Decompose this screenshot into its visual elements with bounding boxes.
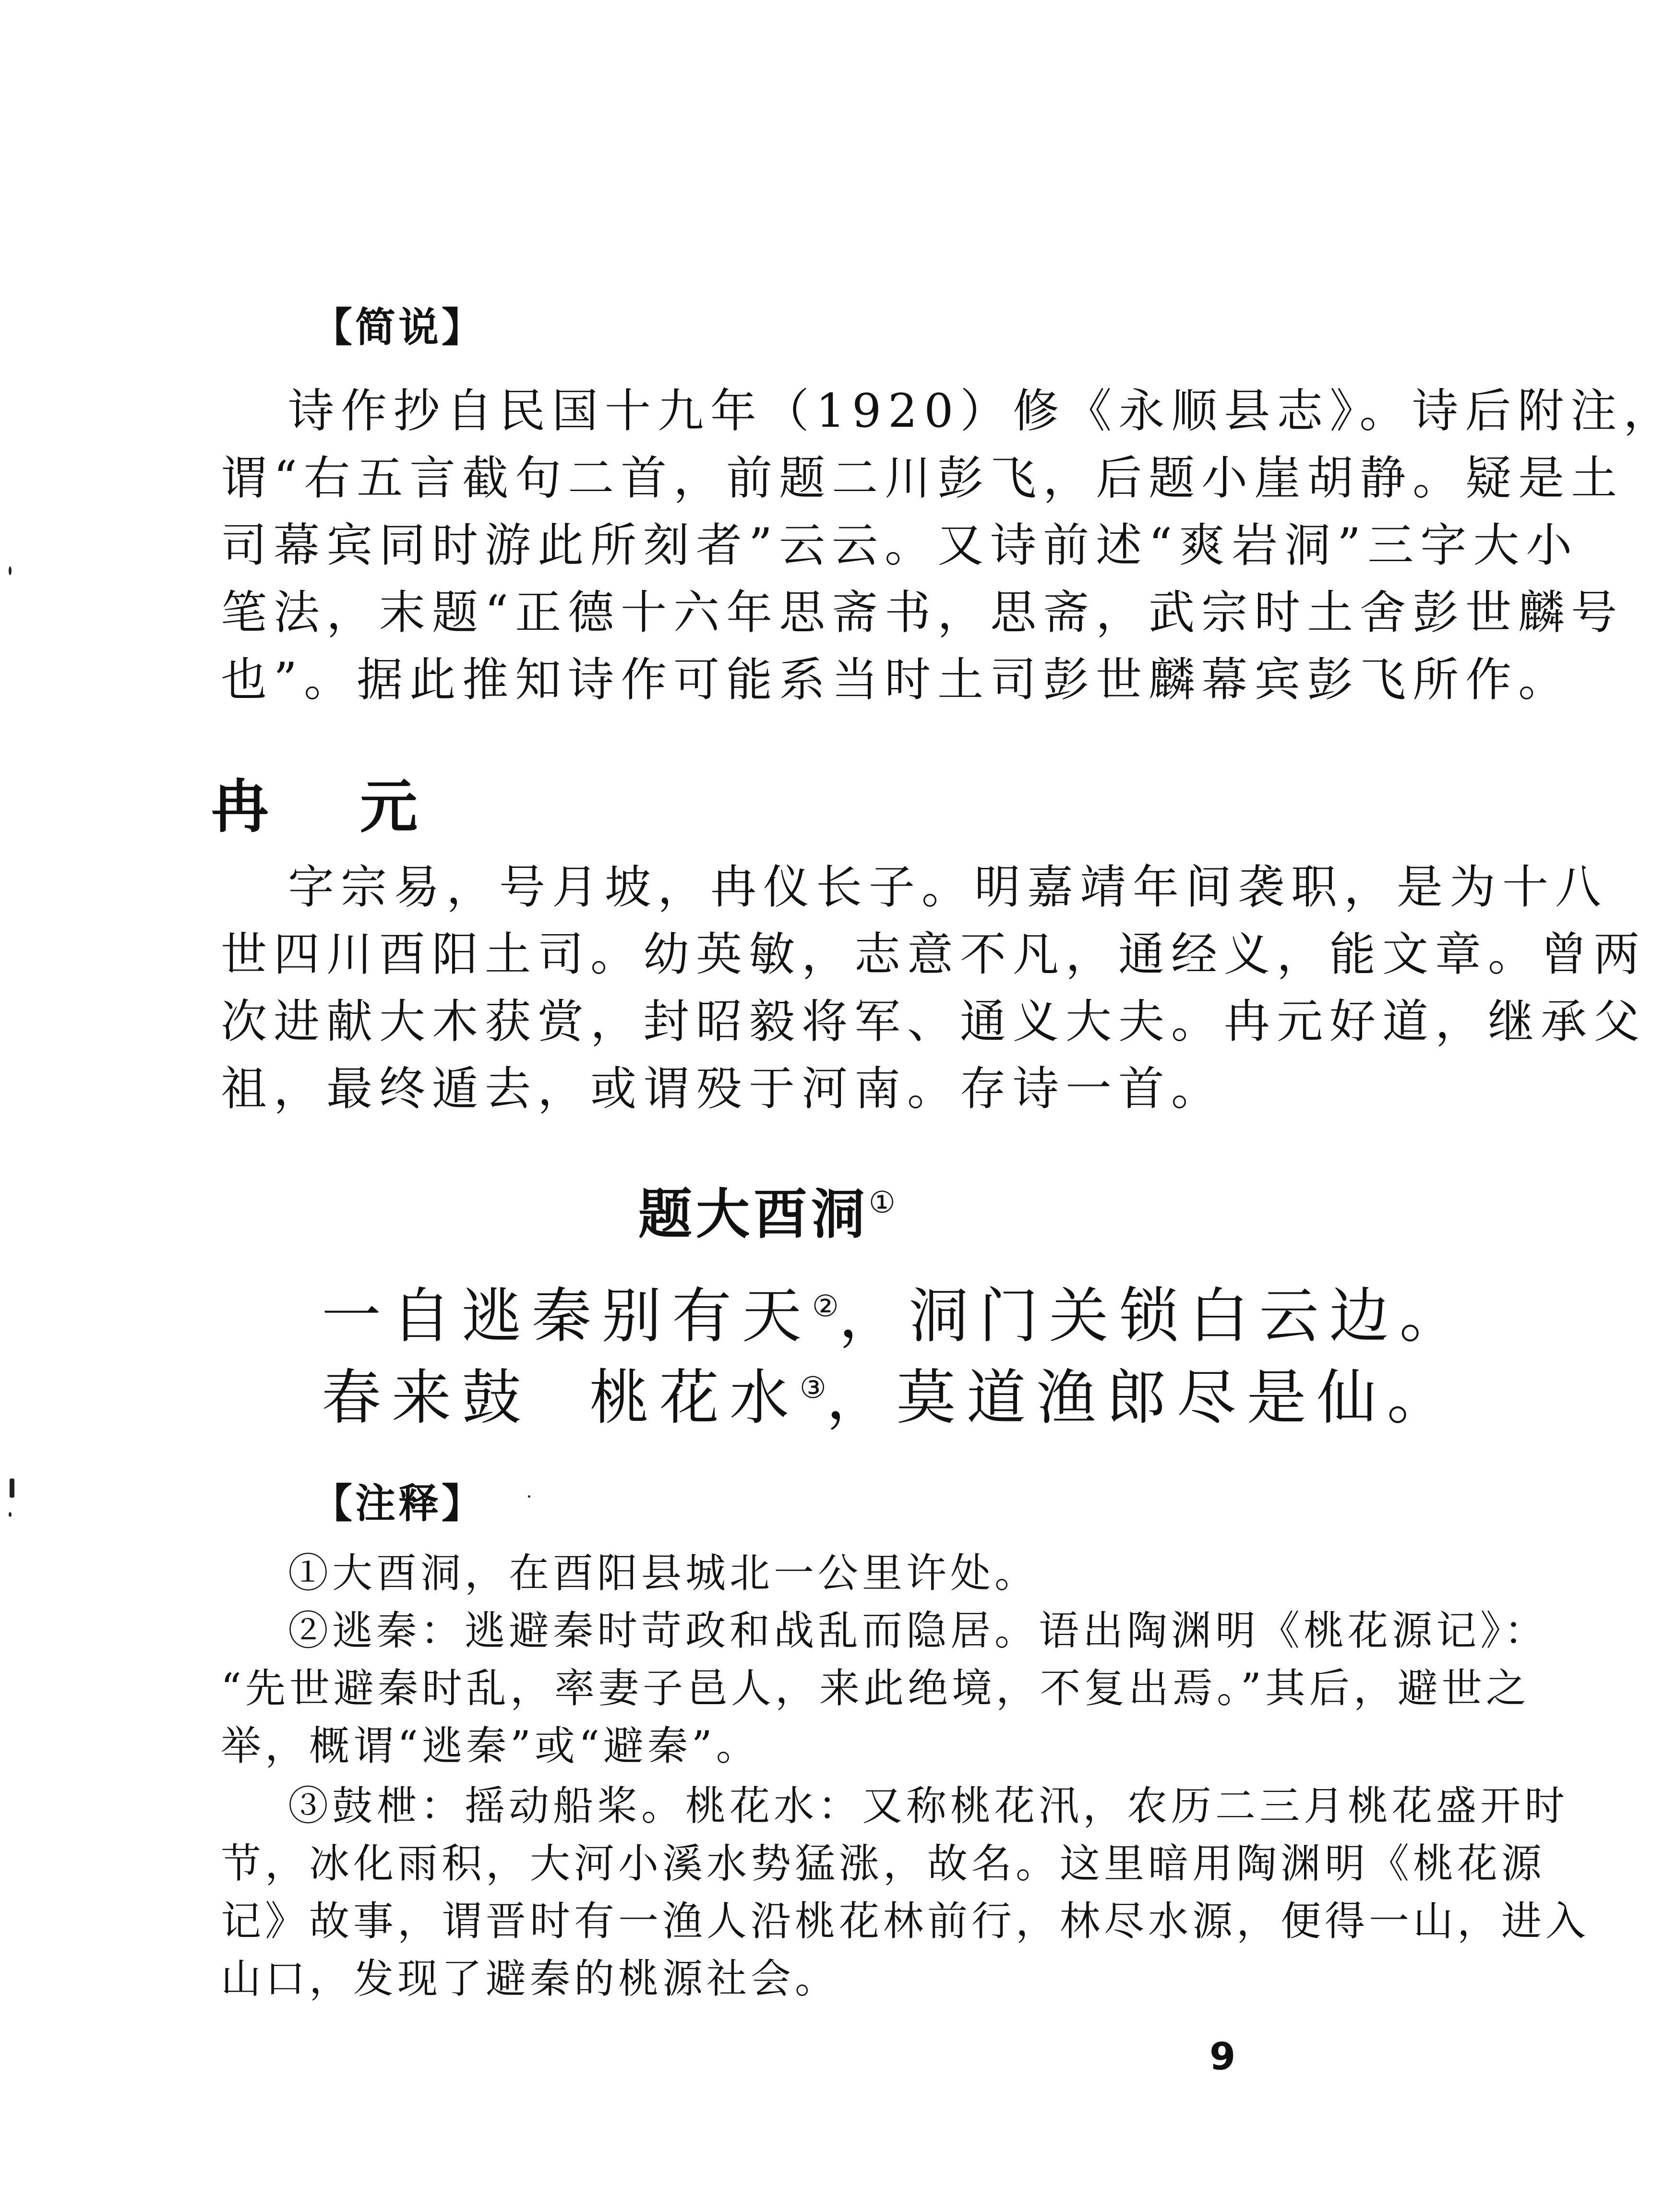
poem-line-1-footnote-mark: ②: [812, 1288, 839, 1323]
note-line-2: ②逃秦：逃避秦时苛政和战乱而隐居。语出陶渊明《桃花源记》：: [288, 1607, 1549, 1654]
note-line-8: 山口，发现了避秦的桃源社会。: [221, 1955, 839, 2002]
note-line-5: ③鼓枻：摇动船桨。桃花水：又称桃花汛，农历二三月桃花盛开时: [288, 1782, 1569, 1829]
notes-heading: 【注释】: [312, 1480, 485, 1527]
bio-line-4: 祖，最终遁去，或谓殁于河南。存诗一首。: [221, 1062, 1224, 1116]
note-line-6: 节，冰化雨积，大河小溪水势猛涨，故名。这里暗用陶渊明《桃花源: [221, 1840, 1546, 1887]
poem-line-2-footnote-mark: ③: [800, 1370, 826, 1405]
scan-speck: [528, 1495, 530, 1498]
note-line-1: ①大酉洞，在酉阳县城北一公里许处。: [288, 1550, 1039, 1597]
poem-title-footnote-mark: ①: [869, 1185, 896, 1220]
bio-line-1: 字宗易，号月坡，冉仪长子。明嘉靖年间袭职，是为十八: [288, 860, 1608, 914]
poem-line-2-part-b: 桃花水: [589, 1363, 800, 1432]
person-name: 冉元: [211, 774, 509, 841]
poem-title-text: 题大酉洞: [638, 1183, 869, 1246]
poem-line-1: [322, 1282, 1470, 1351]
brief-heading: 【简说】: [312, 304, 485, 351]
note-line-3: “先世避秦时乱，率妻子邑人，来此绝境，不复出焉。”其后，避世之: [221, 1665, 1530, 1712]
poem-line-1-part-b: ，洞门关锁白云边。: [838, 1282, 1470, 1351]
brief-line-2: 谓“右五言截句二首，前题二川彭飞，后题小崖胡静。疑是土: [221, 451, 1624, 505]
note-line-4: 举，概谓“逃秦”或“避秦”。: [221, 1722, 760, 1769]
bio-line-3: 次进献大木获赏，封昭毅将军、通义大夫。冉元好道，继承父: [221, 995, 1646, 1048]
brief-line-5: 也”。据此推知诗作可能系当时土司彭世麟幕宾彭飞所作。: [221, 653, 1571, 707]
poem-line-2: [322, 1363, 1457, 1432]
brief-line-4: 笔法，末题“正德十六年思斋书，思斋，武宗时土舍彭世麟号: [221, 586, 1624, 639]
brief-line-3: 司幕宾同时游此所刻者”云云。又诗前述“爽岩洞”三字大小: [221, 518, 1579, 572]
scan-speck: [10, 1479, 14, 1498]
poem-title: [638, 1171, 896, 1249]
note-line-7: 记》故事，谓晋时有一渔人沿桃花林前行，林尽水源，便得一山，进入: [221, 1898, 1590, 1945]
poem-line-2-part-c: ，莫道渔郎尽是仙。: [826, 1363, 1457, 1432]
page-number: 9: [1209, 2035, 1236, 2079]
brief-line-1: 诗作抄自民国十九年（1920）修《永顺县志》。诗后附注，: [288, 384, 1676, 438]
poem-line-2-part-a: 春来鼓: [322, 1363, 532, 1432]
poem-line-1-part-a: 一自逃秦别有天: [322, 1282, 813, 1351]
bio-line-2: 世四川酉阳土司。幼英敏，志意不凡，通经义，能文章。曾两: [221, 927, 1646, 981]
scan-speck: [9, 566, 12, 575]
scan-speck: [9, 1512, 12, 1517]
